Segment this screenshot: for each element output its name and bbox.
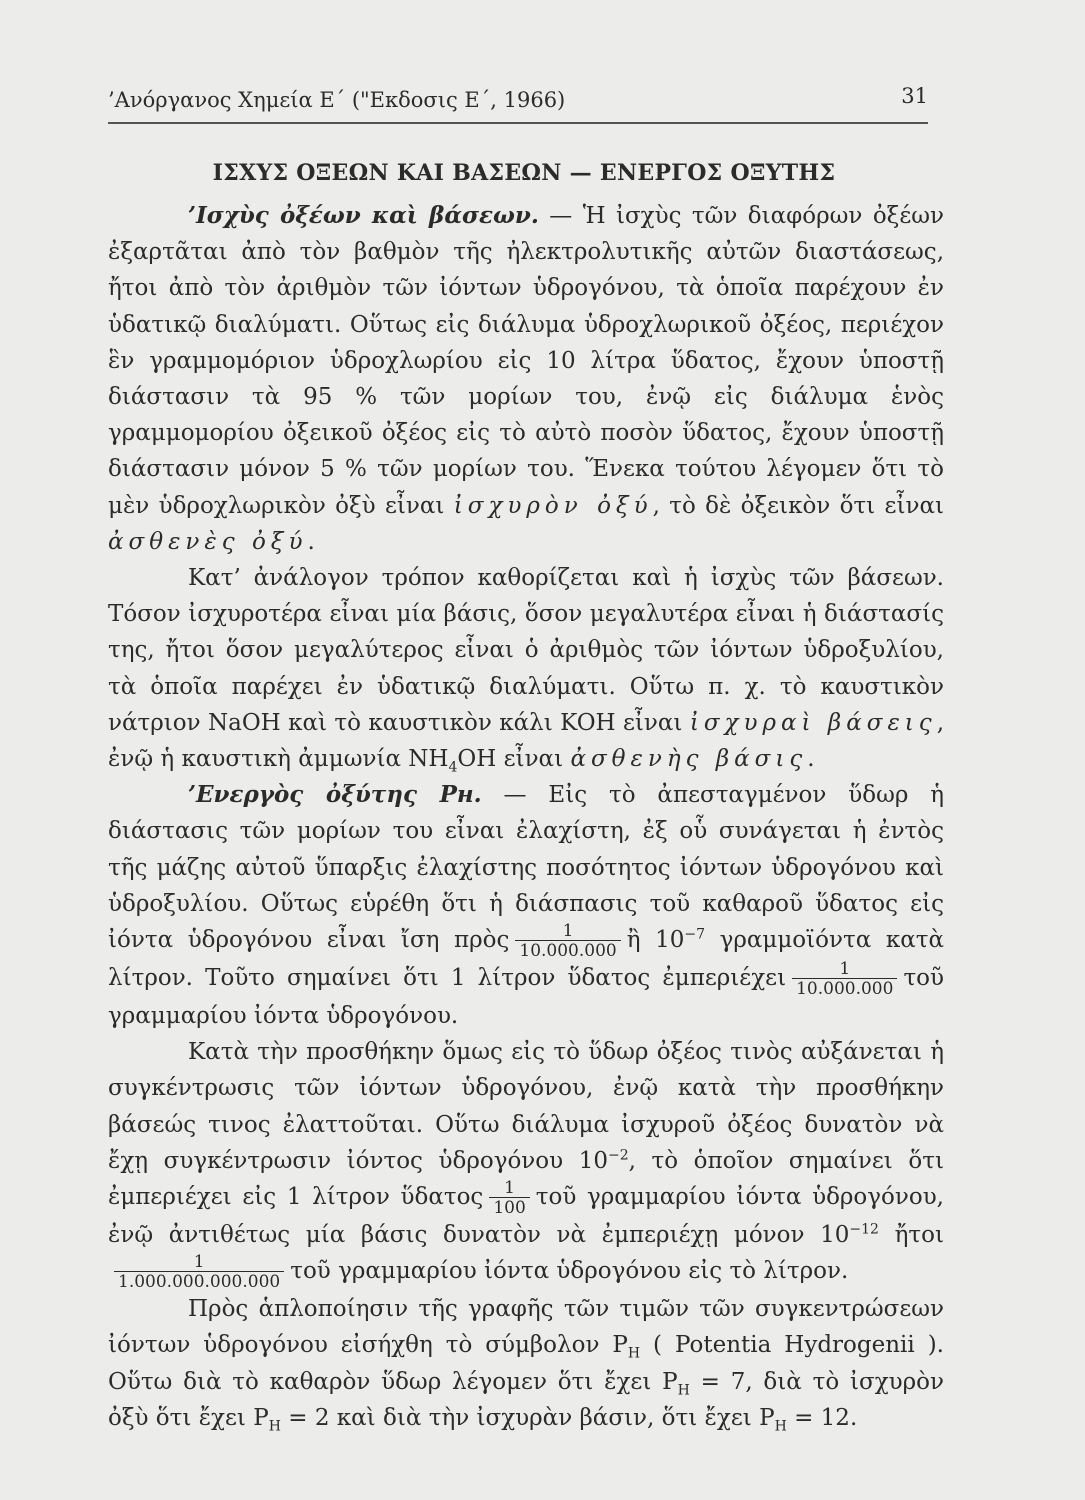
running-title: ’Ανόργανος Χημεία Ε΄ ("Εκδοσις Ε΄, 1966) xyxy=(108,88,566,112)
paragraph-acid-base-strength: ’Ισχὺς ὀξέων καὶ βάσεων. — Ἡ ἰσχὺς τῶν διαφόρων ὀξέων ἐξαρτᾶται ἀπὸ τὸν βαθμὸν τῆς ἠλεκτρολυτικῆς αὐτῶν διαστάσεως, ἤτοι ἀπὸ τὸν ἀριθμὸν τῶν ἰόντων ὑδρογόνου, τὰ ὁποῖα παρέχουν ἐν ὑδατικῷ διαλύματι. Οὕτως εἰς διάλυμα ὑδροχλωρικοῦ ὀξέος, περιέχον ἓν γραμμομόριον ὑδροχλωρίου εἰς 10 λίτρα ὕδατος, ἔχουν ὑποστῇ διάστασιν τὰ 95 % τῶν μορίων του, ἐνῷ εἰς διάλυμα ἑνὸς γραμμομορίου ὀξεικοῦ ὀξέος εἰς τὸ αὐτὸ ποσὸν ὕδατος, ἔχουν ὑποστῇ διάστασιν μόνον 5 % τῶν μορίων του. Ἕνεκα τούτου λέγομεν ὅτι τὸ μὲν ὑδροχλωρικὸν ὀξὺ εἶναι ἰσχυρὸν ὀξύ, τὸ δὲ ὀξεικὸν ὅτι εἶναι ἀσθενὲς ὀξύ. xyxy=(108,202,944,555)
exponent: −12 xyxy=(849,1221,879,1238)
paragraph-active-acidity: ’Ενεργὸς ὀξύτης Pн. — Εἰς τὸ ἀπεσταγμένον ὕδωρ ἡ διάστασις τῶν μορίων του εἶναι ἐλαχίστη, ἐξ οὗ συνάγεται ἡ ἐντὸς τῆς μάζης αὐτοῦ ὕπαρξις ἐλαχίστης ποσότητος ἰόντων ὑδρογόνου καὶ ὑδροξυλίου. Οὕτως εὑρέθη ὅτι ἡ διάσπασις τοῦ καθαροῦ ὕδατος εἰς ἰόντα ὑδρογόνου εἶναι ἴση πρὸς $\frac{1}{10.000.000}$ ἢ $10^{-7}$ γραμμοϊόντα κατὰ λίτρον. Τοῦτο σημαίνει ὅτι 1 λίτρον ὕδατος ἐμπεριέχει $\frac{1}{10.000.000}$ τοῦ γραμμαρίου ἰόντα ὑδρογόνου. xyxy=(108,781,945,1030)
subscript: H xyxy=(774,1418,787,1435)
fraction: $\frac{1}{10.000.000}$ xyxy=(515,922,620,960)
paragraph-concentration: Κατὰ τὴν προσθήκην ὅμως εἰς τὸ ὕδωρ ὀξέος τινὸς αὐξάνεται ἡ συγκέντρωσις τῶν ἰόντων ὑδρογόνου, ἐνῷ κατὰ τὴν προσθήκην βάσεώς τινος ἐλαττοῦται. Οὕτω διάλυμα ἰσχυροῦ ὀξέος δυνατὸν νὰ ἔχῃ συγκέντρωσιν ἰόντος ὑδρογόνου $10^{-2}$, τὸ ὁποῖον σημαίνει ὅτι ἐμπεριέχει εἰς 1 λίτρον ὕδατος $\frac{1}{100}$ τοῦ γραμμαρίου ἰόντα ὑδρογόνου, ἐνῷ ἀντιθέτως μία βάσις δυνατὸν νὰ ἐμπεριέχῃ μόνον $10^{-12}$ ἤτοι $\frac{1}{1.000.000.000.000}$ τοῦ γραμμαρίου ἰόντα ὑδρογόνου εἰς τὸ λίτρον. xyxy=(108,1039,944,1293)
subscript: H xyxy=(677,1382,690,1399)
exponent: −2 xyxy=(607,1147,629,1164)
page-number: 31 xyxy=(901,84,928,108)
emphasis-weak-base: ἀσθενὴς βάσις xyxy=(570,746,808,773)
subscript: H xyxy=(627,1346,641,1363)
exponent: −7 xyxy=(684,926,706,943)
subscript: 4 xyxy=(448,759,458,776)
subscript: H xyxy=(268,1418,281,1435)
running-header xyxy=(108,80,928,124)
section-heading: ΙΣΧΥΣ ΟΞΕΩΝ ΚΑΙ ΒΑΣΕΩΝ — ΕΝΕΡΓΟΣ ΟΞΥΤΗΣ xyxy=(212,160,836,186)
fraction: $\frac{1}{1.000.000.000.000}$ xyxy=(114,1253,284,1291)
paragraph-ph-symbol: Πρὸς ἁπλοποίησιν τῆς γραφῆς τῶν τιμῶν τῶν συγκεντρώσεων ἰόντων ὑδρογόνου εἰσήχθη τὸ σύμβολον $P_H$ ( Potentia Hydrogenii ). Οὕτω διὰ τὸ καθαρὸν ὕδωρ λέγομεν ὅτι ἔχει $P_H = 7$, διὰ τὸ ἰσχυρὸν ὀξὺ ὅτι ἔχει $P_H = 2$ καὶ διὰ τὴν ἰσχυρὰν βάσιν, ὅτι ἔχει $P_H = 12$. xyxy=(108,1296,944,1435)
body-text xyxy=(108,198,944,1436)
fraction: $\frac{1}{100}$ xyxy=(489,1179,529,1217)
emphasis-weak-acid: ἀσθενὲς ὀξύ xyxy=(108,528,308,555)
paragraph-base-strength: Κατ’ ἀνάλογον τρόπον καθορίζεται καὶ ἡ ἰσχὺς τῶν βάσεων. Τόσον ἰσχυροτέρα εἶναι μία βάσις, ὅσον μεγαλυτέρα εἶναι ἡ διάστασίς της, ἤτοι ὅσον μεγαλύτερος εἶναι ὁ ἀριθμὸς τῶν ἰόντων ὑδροξυλίου, τὰ ὁποῖα παρέχει ἐν ὑδατικῷ διαλύματι. Οὕτω π. χ. τὸ καυστικὸν νάτριον NaOH καὶ τὸ καυστικὸν κάλι KOH εἶναι ἰσχυραὶ βάσεις, ἐνῷ ἡ καυστικὴ ἀμμωνία $NH_4OH$ εἶναι ἀσθενὴς βάσις. xyxy=(108,565,944,776)
paragraph-lead: ’Ενεργὸς ὀξύτης Pн. xyxy=(188,781,482,809)
emphasis-strong-bases: ἰσχυραὶ βάσεις xyxy=(689,709,937,736)
emphasis-strong-acid: ἰσχυρὸν ὀξύ xyxy=(453,492,653,519)
paragraph-lead: ’Ισχὺς ὀξέων καὶ βάσεων. xyxy=(188,202,539,229)
fraction: $\frac{1}{10.000.000}$ xyxy=(792,960,897,998)
